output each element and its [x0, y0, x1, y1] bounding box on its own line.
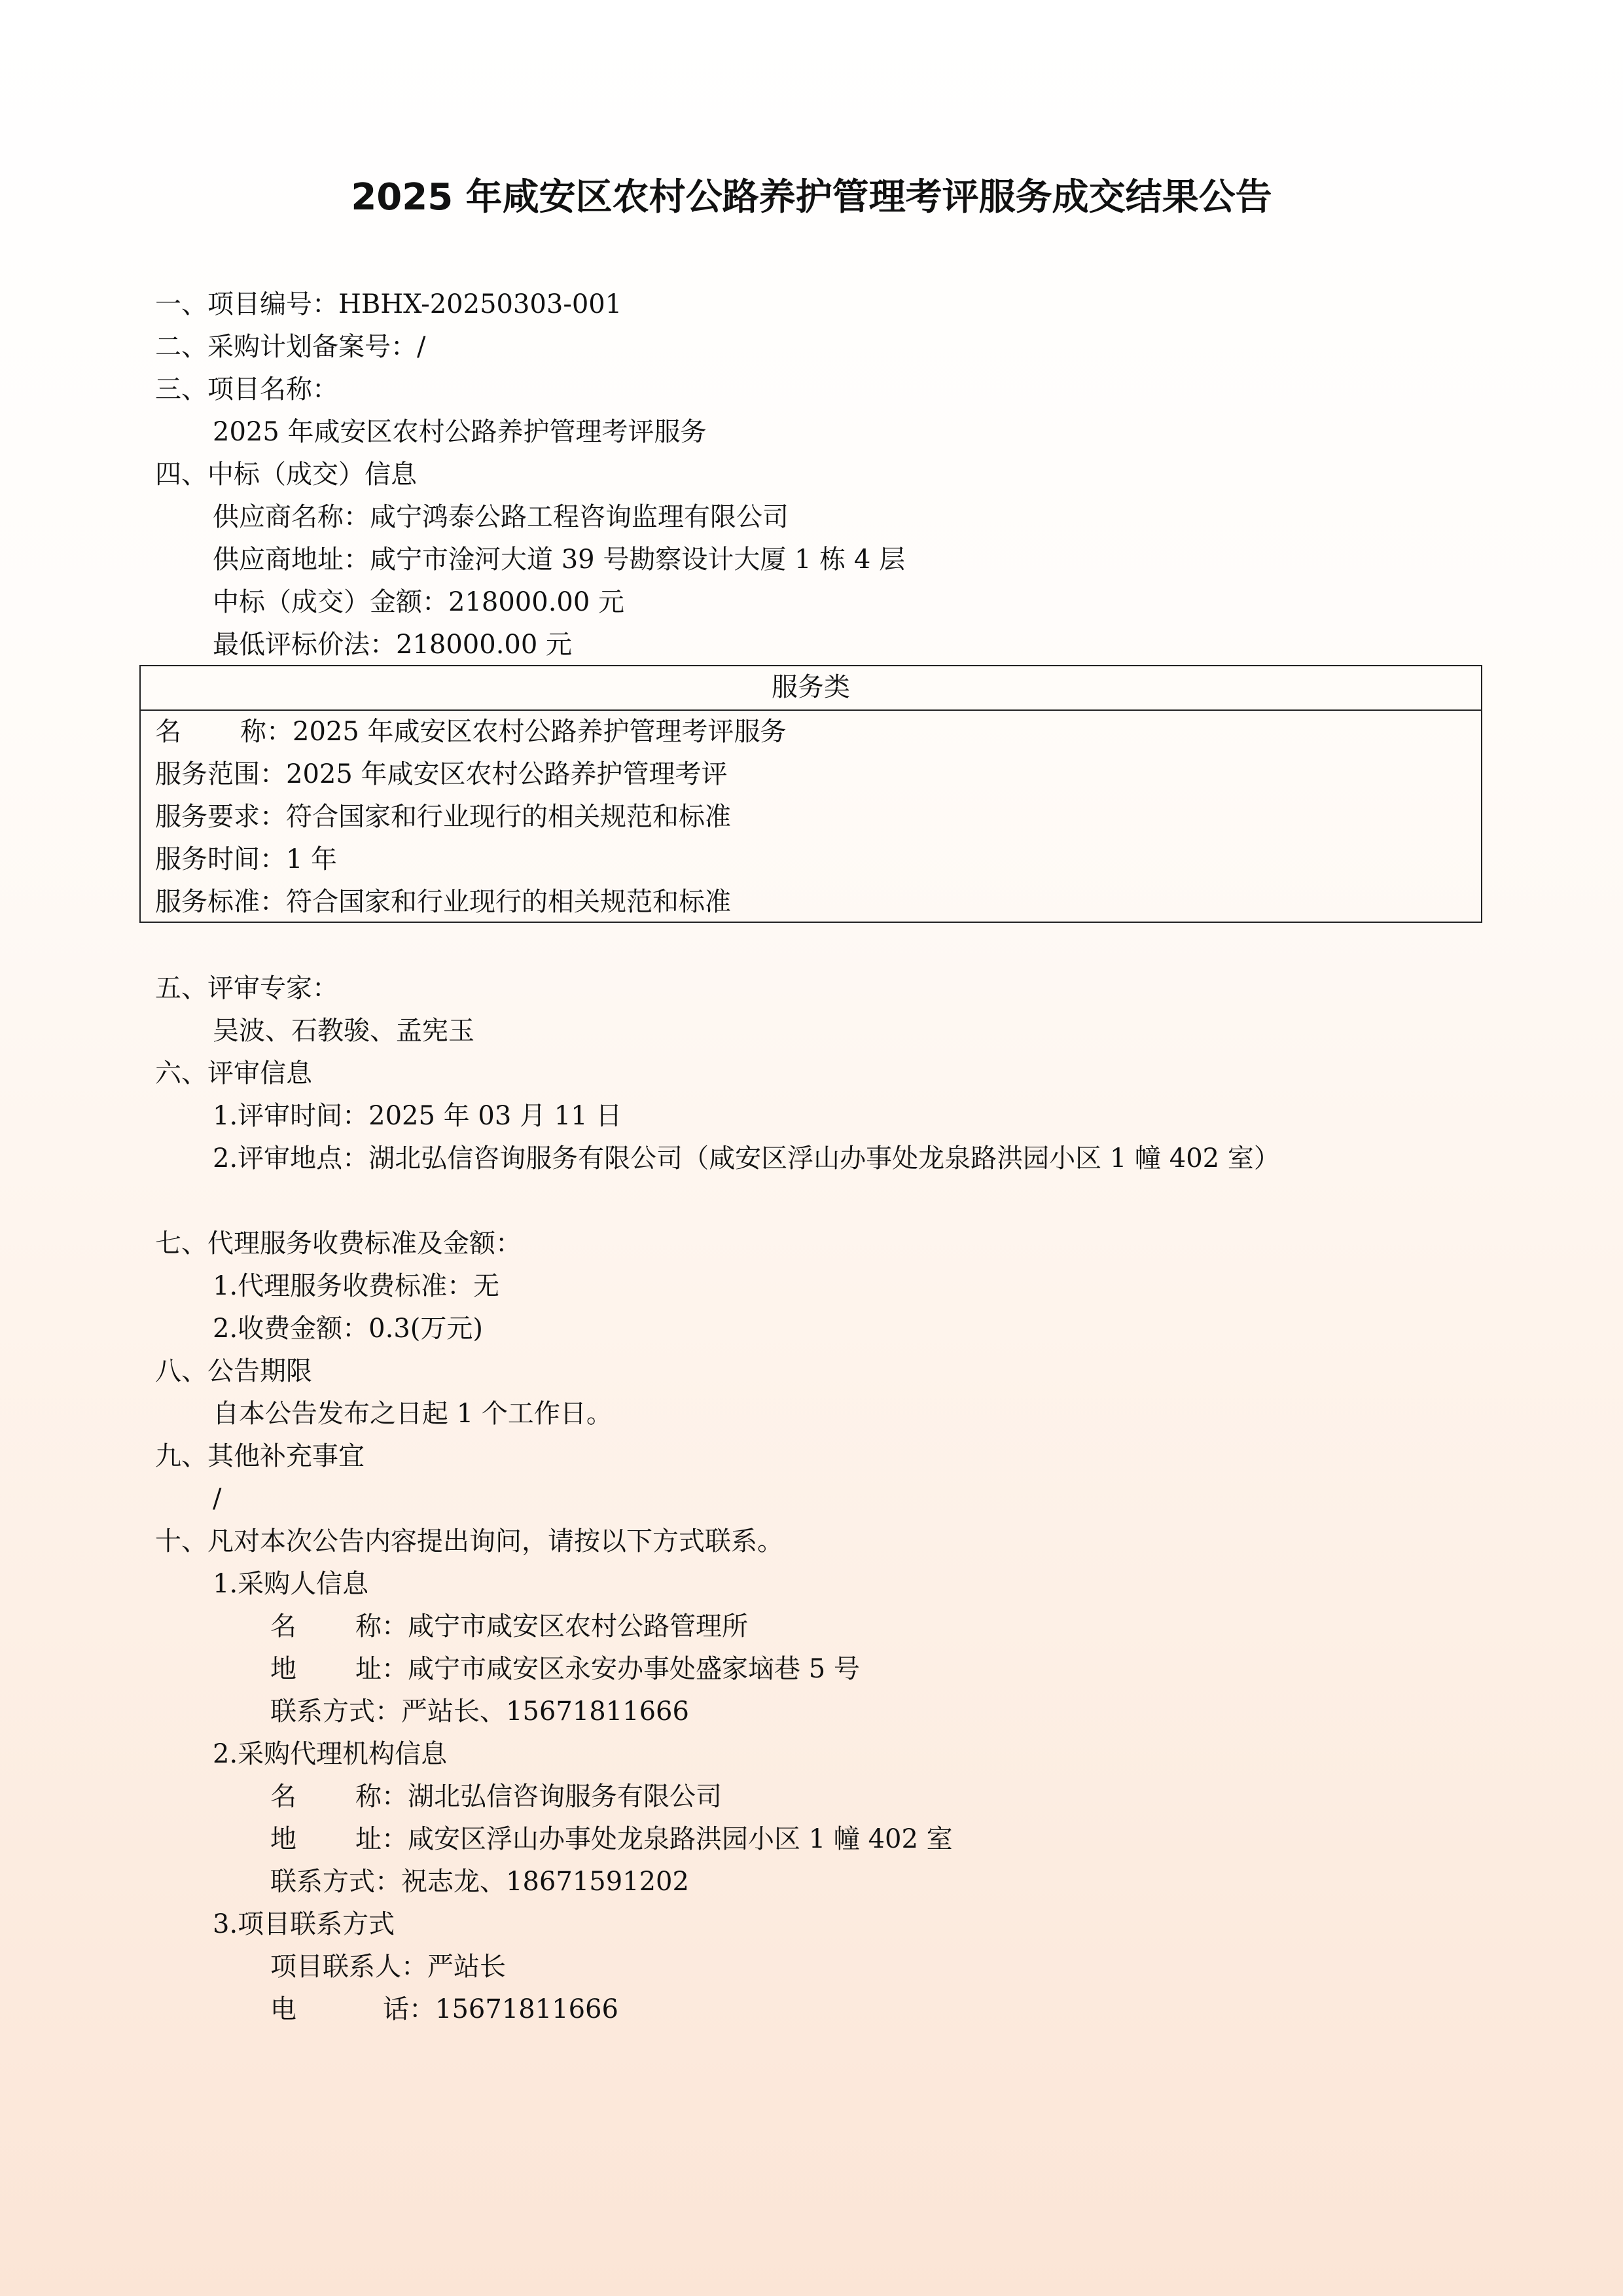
service-table-header: 服务类 — [141, 666, 1481, 711]
purchaser-contact: 联系方式：严站长、15671811666 — [270, 1696, 689, 1727]
purchaser-name-value: 称：咸宁市咸安区农村公路管理所 — [355, 1611, 748, 1641]
project-number: 一、项目编号：HBHX-20250303-001 — [155, 289, 622, 319]
review-time: 1.评审时间：2025 年 03 月 11 日 — [213, 1101, 622, 1131]
purchaser-address — [270, 1648, 860, 1690]
purchaser-name-label-a: 名 — [270, 1611, 296, 1641]
agency-name — [270, 1776, 722, 1818]
service-requirement-row: 服务要求：符合国家和行业现行的相关规范和标准 — [155, 802, 731, 832]
project-contact-person: 项目联系人：严站长 — [270, 1952, 506, 1982]
contact-heading: 十、凡对本次公告内容提出询问，请按以下方式联系。 — [155, 1526, 783, 1556]
agency-contact: 联系方式：祝志龙、18671591202 — [270, 1867, 689, 1897]
review-place: 2.评审地点：湖北弘信咨询服务有限公司（咸安区浮山办事处龙泉路洪园小区 1 幢 402 室） — [213, 1143, 1280, 1174]
agency-address-label-a: 地 — [270, 1824, 296, 1854]
purchaser-name — [270, 1605, 748, 1647]
agency-fee-standard: 1.代理服务收费标准：无 — [213, 1271, 500, 1301]
service-name-label-b: 称： — [240, 717, 293, 747]
service-table — [139, 665, 1482, 923]
plan-record-number: 二、采购计划备案号：/ — [155, 332, 426, 362]
review-info-heading: 六、评审信息 — [155, 1058, 312, 1088]
agency-address — [270, 1818, 953, 1860]
purchaser-address-value: 址：咸宁市咸安区永安办事处盛家垴巷 5 号 — [355, 1654, 860, 1684]
project-contact-phone — [270, 1988, 618, 2030]
agency-name-label-a: 名 — [270, 1782, 296, 1812]
project-phone-label-a: 电 — [270, 1994, 296, 2024]
award-info-heading: 四、中标（成交）信息 — [155, 459, 417, 490]
agency-name-value: 称：湖北弘信咨询服务有限公司 — [355, 1782, 722, 1812]
service-name-label-a: 名 — [155, 717, 181, 747]
project-name-heading: 三、项目名称： — [155, 374, 338, 404]
supplier-address: 供应商地址：咸宁市淦河大道 39 号勘察设计大厦 1 栋 4 层 — [213, 545, 906, 575]
purchaser-info-heading: 1.采购人信息 — [213, 1569, 369, 1599]
service-scope-row: 服务范围：2025 年咸安区农村公路养护管理考评 — [155, 759, 728, 789]
agency-address-value: 址：咸安区浮山办事处龙泉路洪园小区 1 幢 402 室 — [355, 1824, 953, 1854]
agency-info-heading: 2.采购代理机构信息 — [213, 1739, 448, 1769]
experts-heading: 五、评审专家： — [155, 973, 338, 1003]
agency-fee-amount: 2.收费金额：0.3(万元) — [213, 1314, 483, 1344]
notice-period-heading: 八、公告期限 — [155, 1356, 312, 1386]
project-name-value: 2025 年咸安区农村公路养护管理考评服务 — [213, 417, 707, 447]
service-time-row: 服务时间：1 年 — [155, 844, 338, 874]
notice-period-text: 自本公告发布之日起 1 个工作日。 — [213, 1399, 613, 1429]
document-title: 2025 年咸安区农村公路养护管理考评服务成交结果公告 — [351, 176, 1272, 219]
agency-fee-heading: 七、代理服务收费标准及金额： — [155, 1229, 522, 1259]
other-matters-heading: 九、其他补充事宜 — [155, 1441, 365, 1471]
experts-list: 吴波、石教骏、孟宪玉 — [213, 1016, 474, 1046]
other-matters-text: / — [213, 1484, 222, 1514]
service-name-value: 2025 年咸安区农村公路养护管理考评服务 — [293, 717, 787, 747]
supplier-name: 供应商名称：咸宁鸿泰公路工程咨询监理有限公司 — [213, 502, 789, 532]
service-name-row — [155, 711, 787, 753]
lowest-price-method: 最低评标价法：218000.00 元 — [213, 630, 573, 660]
purchaser-address-label-a: 地 — [270, 1654, 296, 1684]
service-standard-row: 服务标准：符合国家和行业现行的相关规范和标准 — [155, 887, 731, 917]
project-contact-heading: 3.项目联系方式 — [213, 1909, 395, 1939]
award-amount: 中标（成交）金额：218000.00 元 — [213, 587, 625, 617]
project-phone-value: 话：15671811666 — [383, 1994, 618, 2024]
